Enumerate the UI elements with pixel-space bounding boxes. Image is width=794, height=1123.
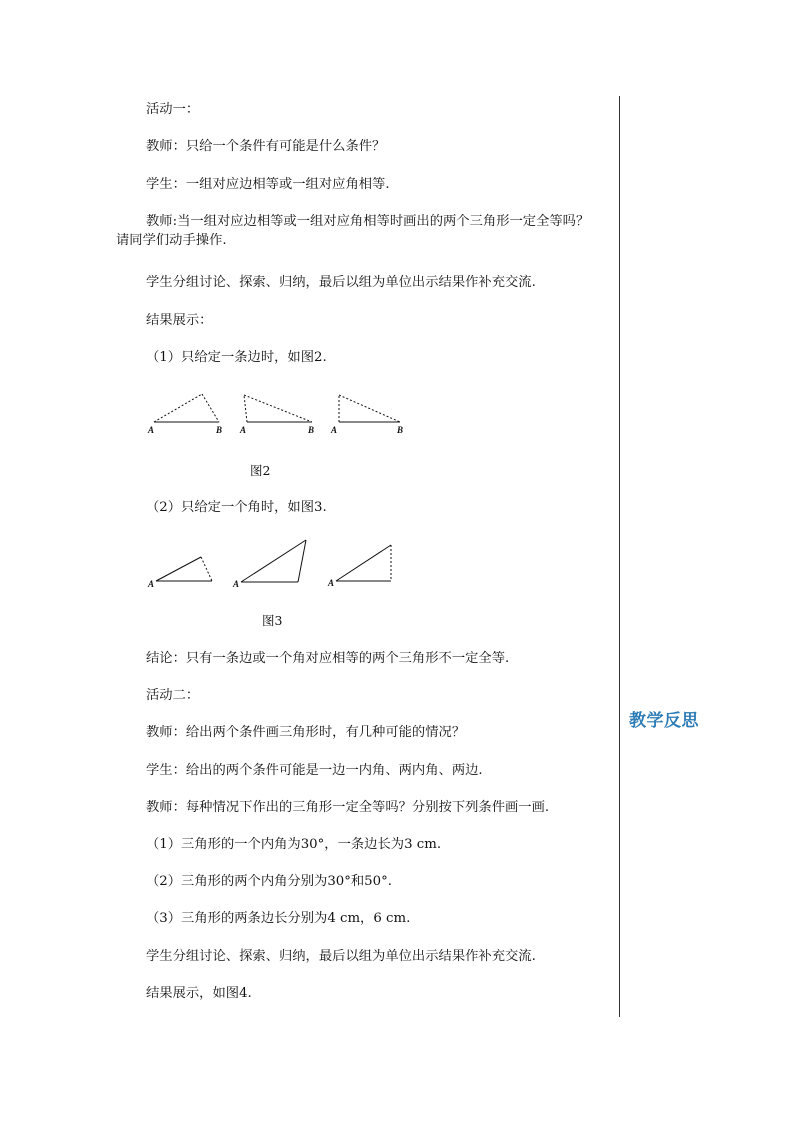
- student-answer-2: 学生：给出的两个条件可能是一边一内角、两内角、两边.: [146, 763, 483, 778]
- case-one-side: （1）只给定一条边时，如图2.: [146, 350, 327, 365]
- fig3-label-a: A: [233, 579, 240, 589]
- fig3-label-a: A: [328, 578, 335, 588]
- fig2-label-a: A: [331, 425, 338, 435]
- teacher-question-2: [116, 212, 590, 250]
- fig2-label-b: B: [308, 425, 315, 435]
- column-divider: [619, 96, 620, 1017]
- fig3-t3-side: [336, 545, 391, 581]
- group-discussion-1: 学生分组讨论、探索、归纳，最后以组为单位出示结果作补充交流.: [146, 275, 536, 290]
- results-heading-2: 结果展示，如图4.: [146, 986, 252, 1001]
- teaching-reflection-label: 教学反思: [629, 711, 699, 731]
- student-answer-1: 学生：一组对应边相等或一组对应角相等.: [146, 177, 390, 192]
- fig3-label-a: A: [148, 579, 155, 589]
- teacher-question-3: 教师：给出两个条件画三角形时，有几种可能的情况？: [146, 725, 466, 740]
- condition-3: （3）三角形的两条边长分别为4 cm，6 cm.: [146, 911, 411, 926]
- activity-one-heading: 活动一：: [146, 102, 200, 117]
- fig2-t1-side: [154, 394, 202, 422]
- fig3-t1-dashed: [201, 557, 212, 581]
- fig3-t1-side: [156, 557, 201, 581]
- case-one-angle: （2）只给定一个角时，如图3.: [146, 500, 327, 515]
- fig2-t3-side: [339, 395, 400, 422]
- fig3-t2-side: [241, 540, 306, 582]
- fig2-t2-side: [244, 395, 312, 422]
- fig2-label-a: A: [148, 425, 155, 435]
- figure-3-diagram: [140, 535, 410, 595]
- results-heading-1: 结果展示：: [146, 313, 213, 328]
- condition-2: （2）三角形的两个内角分别为30°和50°.: [146, 874, 392, 889]
- fig2-label-b: B: [216, 425, 223, 435]
- teacher-question-2-line2: 请同学们动手操作.: [116, 233, 227, 248]
- activity-two-heading: 活动二：: [146, 688, 200, 703]
- figure-3-caption: 图3: [262, 613, 283, 628]
- fig2-label-b: B: [397, 425, 404, 435]
- condition-1: （1）三角形的一个内角为30°，一条边长为3 cm.: [146, 837, 442, 852]
- conclusion: 结论：只有一条边或一个角对应相等的两个三角形不一定全等.: [146, 651, 510, 666]
- fig2-label-a: A: [240, 425, 247, 435]
- teacher-question-2-line1: 教师:当一组对应边相等或一组对应角相等时画出的两个三角形一定全等吗？: [146, 214, 590, 229]
- group-discussion-2: 学生分组讨论、探索、归纳，最后以组为单位出示结果作补充交流.: [146, 949, 536, 964]
- teacher-question-4: 教师：每种情况下作出的三角形一定全等吗？分别按下列条件画一画.: [146, 800, 550, 815]
- teacher-question-1: 教师：只给一个条件有可能是什么条件？: [146, 139, 386, 154]
- figure-2-caption: 图2: [250, 463, 271, 478]
- fig2-t2-side: [244, 395, 247, 422]
- figure-2-diagram: [140, 385, 420, 440]
- fig3-t2-side: [298, 540, 306, 582]
- fig2-t1-side: [202, 394, 219, 422]
